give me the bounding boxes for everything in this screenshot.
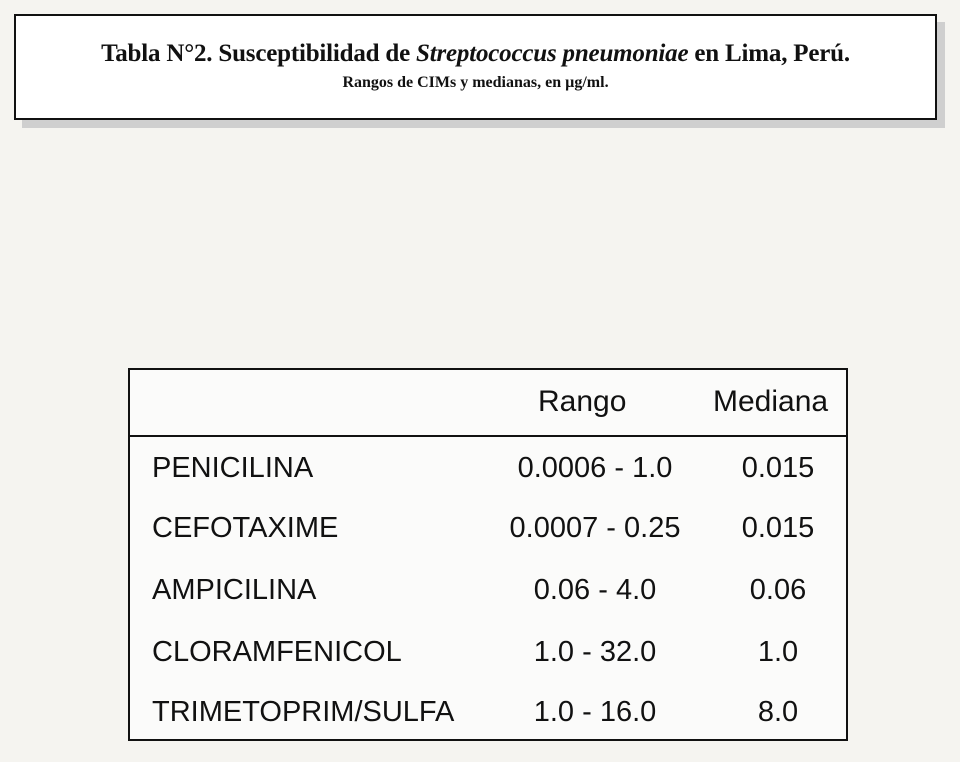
header-rango: Rango [538,385,627,418]
susceptibility-table [128,368,848,741]
mediana-value: 0.015 [741,452,815,484]
mediana-value: 8.0 [757,696,799,728]
title-species: Streptococcus pneumoniae [416,40,689,67]
mediana-value: 1.0 [757,636,799,668]
title-suffix: en Lima, Perú. [688,40,850,67]
rango-value: 1.0 - 32.0 [533,636,657,668]
table-subtitle: Rangos de CIMs y medianas, en µg/ml. [342,74,609,91]
header-mediana: Mediana [713,385,829,418]
antibiotic-name: CEFOTAXIME [152,512,339,544]
table-header [130,370,846,437]
antibiotic-name: TRIMETOPRIM/SULFA [152,696,455,728]
title-prefix: Tabla N°2. Susceptibilidad de [101,40,417,67]
table-row [130,512,846,552]
table-row [130,452,846,492]
rango-value: 1.0 - 16.0 [533,696,657,728]
table-title-box [14,14,937,120]
table-row [130,574,846,614]
rango-value: 0.0006 - 1.0 [517,452,673,484]
rango-value: 0.0007 - 0.25 [509,512,681,544]
antibiotic-name: PENICILINA [152,452,314,484]
antibiotic-name: AMPICILINA [152,574,317,606]
table-title [16,40,935,68]
antibiotic-name: CLORAMFENICOL [152,636,402,668]
mediana-value: 0.015 [741,512,815,544]
table-row [130,636,846,676]
table-row [130,696,846,736]
rango-value: 0.06 - 4.0 [533,574,657,606]
mediana-value: 0.06 [749,574,807,606]
